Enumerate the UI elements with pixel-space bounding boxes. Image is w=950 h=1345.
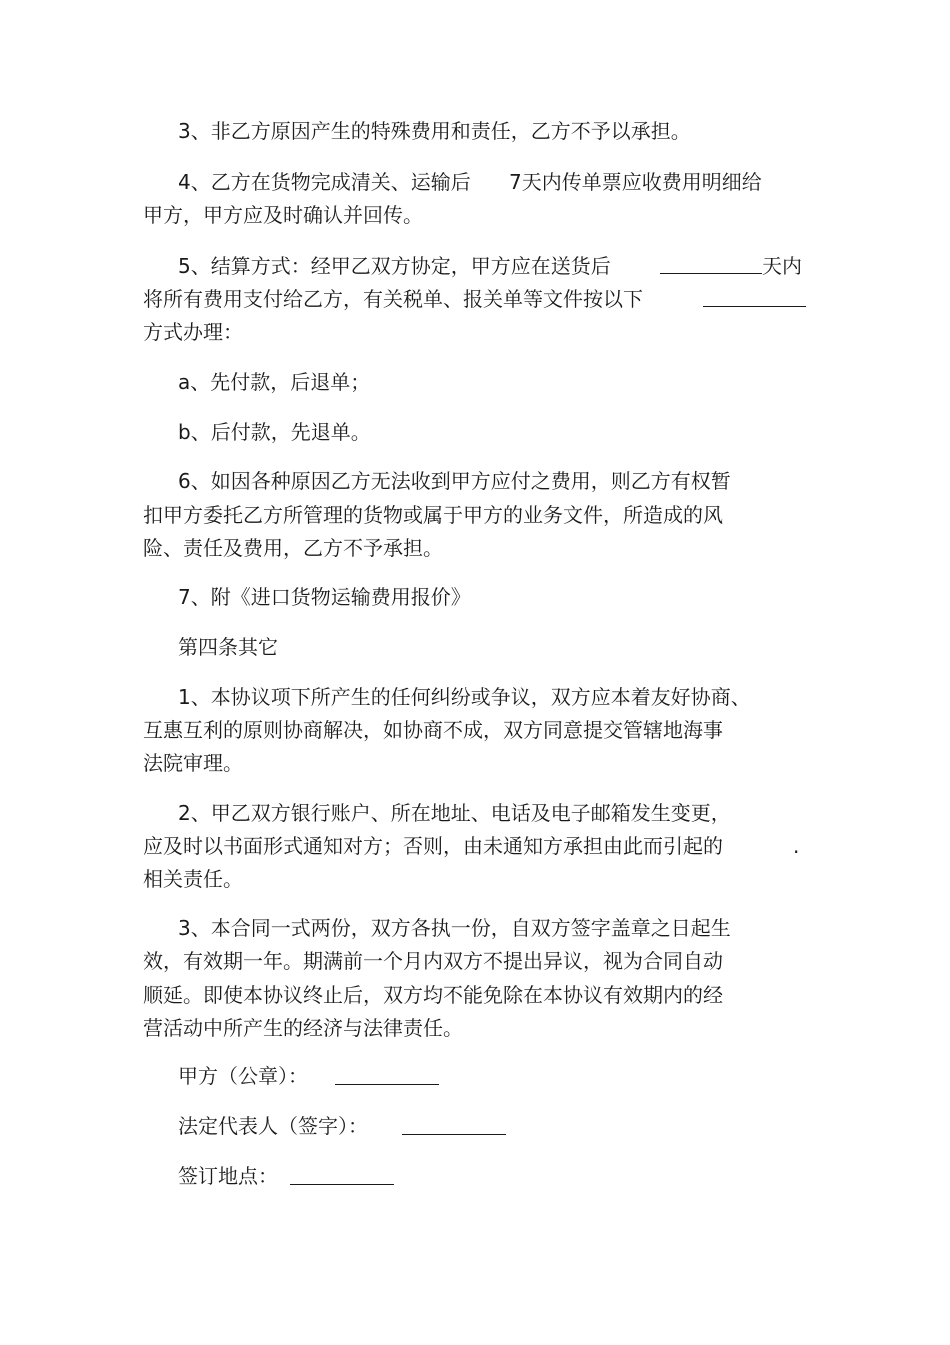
clause-6-line-2: 扣甲方委托乙方所管理的货物或属于甲方的业务文件，所造成的风 [143, 503, 723, 527]
clause-3: 3、非乙方原因产生的特殊费用和责任，乙方不予以承担。 [178, 119, 691, 143]
clause-5-line-2: 将所有费用支付给乙方，有关税单、报关单等文件按以下 [143, 287, 643, 311]
clause-5-line-1a: 5、结算方式：经甲乙双方协定，甲方应在送货后 [178, 254, 611, 278]
art4-clause-2-line-1: 2、甲乙双方银行账户、所在地址、电话及电子邮箱发生变更， [178, 801, 731, 825]
art4-clause-2-line-2: 应及时以书面形式通知对方；否则，由未通知方承担由此而引起的 [143, 834, 723, 858]
article-4-heading: 第四条其它 [178, 635, 278, 659]
signing-place-blank [290, 1164, 394, 1185]
clause-4-line-2: 甲方，甲方应及时确认并回传。 [143, 203, 423, 227]
art4-clause-1-line-3: 法院审理。 [143, 751, 243, 775]
legal-rep-label: 法定代表人（签字）： [178, 1114, 368, 1138]
art4-clause-3-line-2: 效，有效期一年。期满前一个月内双方不提出异议，视为合同自动 [143, 949, 723, 973]
art4-clause-2-line-3: 相关责任。 [143, 867, 243, 891]
art4-clause-3-line-3: 顺延。即使本协议终止后，双方均不能免除在本协议有效期内的经 [143, 983, 723, 1007]
clause-7: 7、附《进口货物运输费用报价》 [178, 585, 471, 609]
art4-clause-1-line-1: 1、本协议项下所产生的任何纠纷或争议，双方应本着友好协商、 [178, 685, 751, 709]
option-b: b、后付款，先退单。 [178, 420, 371, 444]
clause-5-line-1b: 天内 [762, 254, 802, 278]
party-a-seal-label: 甲方（公章）： [178, 1064, 308, 1088]
days-blank [660, 253, 762, 274]
legal-rep-blank [402, 1114, 506, 1135]
art4-clause-3-line-4: 营活动中所产生的经济与法律责任。 [143, 1016, 463, 1040]
party-a-seal-blank [335, 1064, 439, 1085]
art4-clause-3-line-1: 3、本合同一式两份，双方各执一份，自双方签字盖章之日起生 [178, 916, 731, 940]
option-a: a、先付款，后退单； [178, 370, 371, 394]
clause-4-line-1b: 7天内传单票应收费用明细给 [509, 170, 762, 194]
method-blank [703, 286, 806, 307]
art4-clause-1-line-2: 互惠互利的原则协商解决，如协商不成，双方同意提交管辖地海事 [143, 718, 723, 742]
stray-dot: . [793, 834, 800, 858]
clause-6-line-3: 险、责任及费用，乙方不予承担。 [143, 536, 443, 560]
clause-5-line-3: 方式办理： [143, 320, 243, 344]
signing-place-label: 签订地点： [178, 1164, 278, 1188]
clause-6-line-1: 6、如因各种原因乙方无法收到甲方应付之费用，则乙方有权暂 [178, 469, 731, 493]
clause-4-line-1a: 4、乙方在货物完成清关、运输后 [178, 170, 471, 194]
